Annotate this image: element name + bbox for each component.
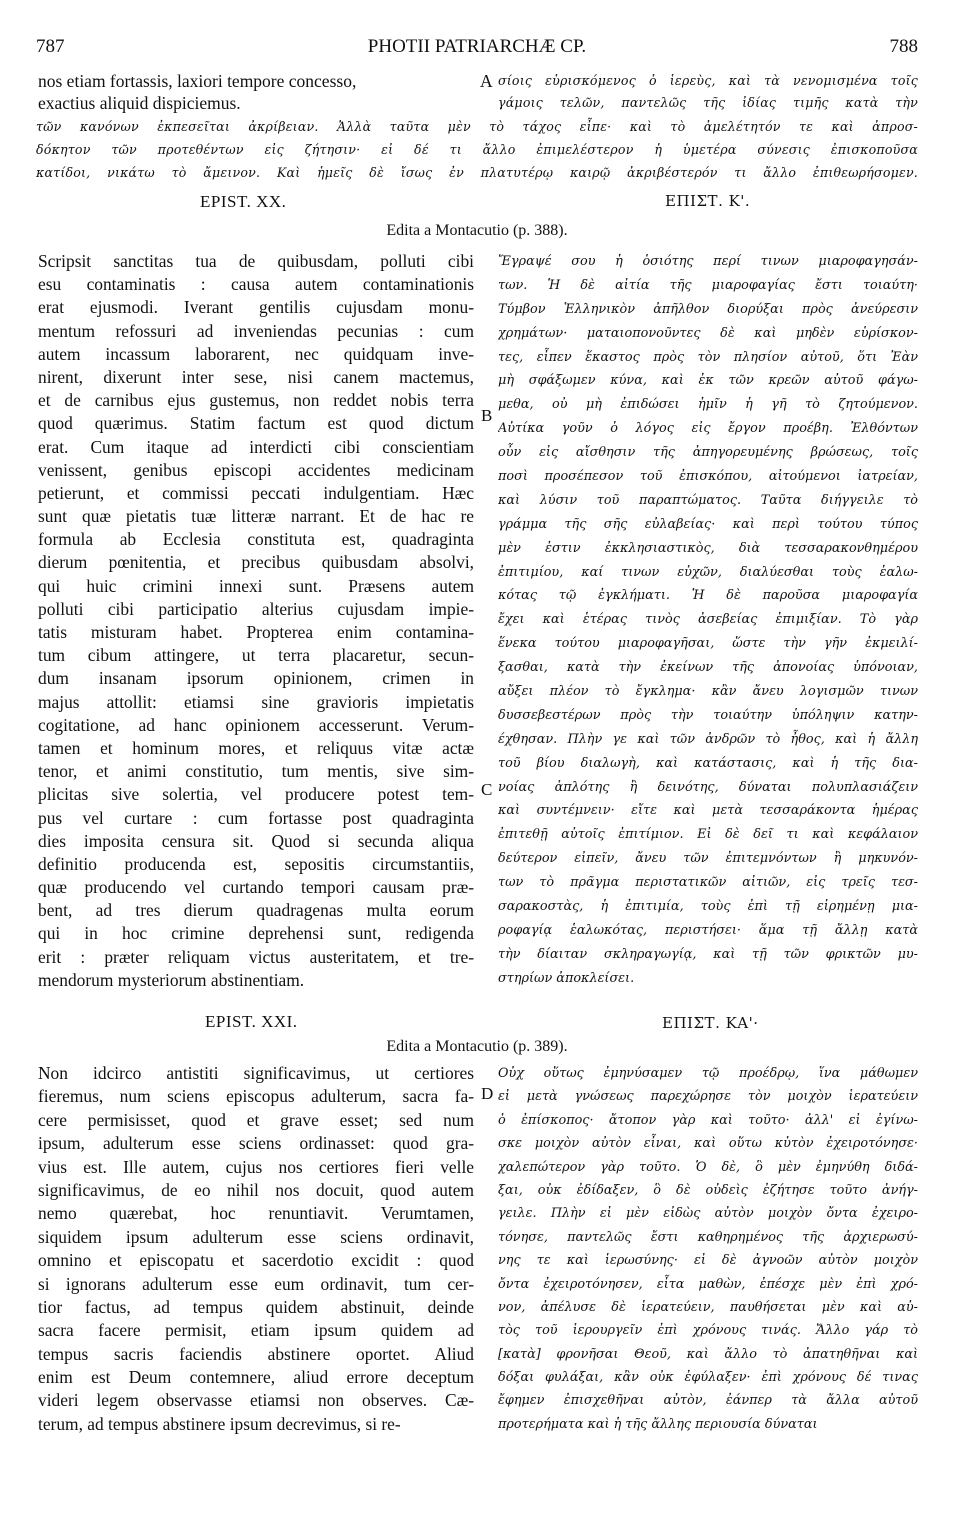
latin-text-line: qui huic crimini innexi sunt. Præsens autem [38, 575, 474, 596]
latin-text-line: dierum pœnitentia, et precibus quibusdam absolvi, [38, 552, 474, 573]
latin-text-line: definitio producenda est, sepositis circumstantiis, [38, 853, 474, 874]
latin-text-line: venissent, genibus episcopi accidentes medicinam [38, 459, 474, 480]
greek-text-line: οὖν εἰς αἴσθησιν τῆς ἀπηγορευμένης βρώσεως, τοῖς [498, 445, 918, 461]
latin-text-line: bent, ad tres dierum quadragenas multa eorum [38, 900, 474, 921]
greek-text-line: τὴν δίαιταν σκληραγωγίᾳ, καὶ τῇ τῶν φρικτῶν μυ- [498, 946, 918, 962]
latin-text-line: qui in hoc crimine deprehensi sunt, redigenda [38, 923, 474, 944]
epist21-latin-column [38, 1062, 474, 1436]
greek-text-line: ξαι, οὐκ ἐδίδαξεν, ὃ δὲ οὐδεὶς ἐζήτησε τοῦτο ἀνήγ- [498, 1182, 918, 1198]
latin-text-line: si ignorans adulterum esse eum ordinavit, tum cer- [38, 1273, 474, 1294]
greek-text-line: νης τε καὶ ἱερωσύνης· εἰ δὲ ἀγνοῶν αὐτὸν μοιχὸν [498, 1253, 918, 1269]
greek-text-line: τες, εἶπεν ἕκαστος πρὸς τὸν πλησίον αὐτοῦ, ὅτι Ἐὰν [498, 349, 918, 365]
latin-text-line: pus vel curtare : cum fortasse post quadraginta [38, 807, 474, 828]
epist21-title-greek: ΕΠΙΣΤ. ΚΑ'· [662, 1014, 759, 1032]
greek-text-line: μὲν ἐστιν ἐκκλησιαστικὸς, διὰ τεσσαρακονθημέρου [498, 540, 918, 556]
greek-text-line: ὄντα ἐχειροτόνησεν, εἶτα μαθὼν, ἐπέσχε μὲν ἐπὶ χρό- [498, 1276, 918, 1292]
latin-text-line: nemo quærebat, hoc renuntiavit. Verumtamen, [38, 1203, 474, 1224]
greek-text-line: ὁ ἐπίσκοπος· ἄτοπον γὰρ καὶ τοῦτο· ἀλλ' εἰ ἐγίνω- [498, 1112, 918, 1128]
epist21-edition-note: Edita a Montacutio (p. 389). [386, 1038, 568, 1055]
latin-text-line: ipsum, adulterum esse sciens ordinasset: quod gra- [38, 1133, 474, 1154]
greek-text-line: τὸς τοῦ ἱερουργεῖν ἐπὶ χρόνους τινάς. Ἄλλο γάρ τὸ [498, 1323, 918, 1339]
greek-text-line: των τὸ πρᾶγμα περιστατικῶν αἰτιῶν, εἰς τρεῖς τεσ- [498, 875, 918, 891]
greek-text-line: ἐπιτιμίου, καί τινων εὐχῶν, διαλύεσθαι τοὺς ἑαλω- [498, 564, 918, 580]
latin-text-line: enim est Deum contemnere, aliud errore deceptum [38, 1367, 474, 1388]
epist20-latin-column [38, 250, 474, 992]
greek-text-line: στηρίων ἀποκλείσει. [498, 970, 635, 986]
greek-text-line: τόνησε, παντελῶς ἔστι καθηρημένος τῆς ἀρχιερωσύ- [498, 1229, 918, 1245]
greek-text-line: Αὐτίκα γοῦν ὁ λόγος εἰς ἔργον προέβη. Ἐλθόντων [498, 421, 918, 437]
greek-text-line: αὔξει πλέον τὸ ἔγκλημα· κἂν ἄνευ λογισμῶν τινων [498, 684, 918, 700]
running-title: PHOTII PATRIARCHÆ CP. [367, 36, 587, 57]
latin-text-line: tatis misturam habet. Propterea enim contamina- [38, 622, 474, 642]
greek-text-line: δεύτερον εἰπεῖν, ἄνευ τῶν ἐπιτεμνόντων ἢ μηκυνόν- [498, 851, 918, 867]
latin-text-line: cere permisisset, quod et grave esset; sed num [38, 1109, 474, 1130]
greek-text-line: κότας τῷ ἐγκλήματι. Ἡ δὲ παροῦσα μιαροφαγία [498, 588, 918, 604]
latin-text-line: tenor, et animi constitutio, tum mentis, sive sim- [38, 761, 474, 782]
epist20-edition-note: Edita a Montacutio (p. 388). [386, 222, 568, 239]
latin-text-line: dies imposita censura sit. Quod si secunda aliqua [38, 830, 474, 851]
epist21-greek-column [498, 1062, 918, 1436]
greek-text-line: μεθα, οὐ μὴ ἐπιδώσει ἡμῖν ἡ γῆ τὸ ζητούμενον. [498, 397, 918, 413]
margin-marker-c: C [481, 780, 493, 799]
greek-text-line: μὴ σφάξωμεν κύνα, καὶ ἐκ τῶν κρεῶν αὐτοῦ φάγω- [498, 373, 918, 389]
margin-marker-d: D [481, 1084, 494, 1103]
latin-text-line: terum, ad tempus abstinere ipsum decrevimus, si re- [38, 1413, 401, 1434]
latin-text-line: tempus sacris faciendis abstinere oportet. Aliud [38, 1343, 474, 1364]
margin-marker-b: B [481, 406, 493, 425]
latin-text-line: autem incassum laborarent, nec quidquam inve- [38, 343, 474, 364]
greek-text-line: Ἔγραψέ σου ἡ ὁσιότης περί τινων μιαροφαγησάν- [498, 254, 918, 269]
greek-text-line: νον, ἀπέλυσε δὲ ἱερατεύειν, παυθήσεται μὲν καὶ αὐ- [498, 1299, 918, 1315]
latin-text-line: majus attollit: etiamsi sine gravioris impietatis [38, 691, 474, 712]
greek-text-line: των. Ἡ δὲ αἰτία τῆς μιαροφαγίας ἔστι τοιαύτη· [498, 277, 918, 293]
greek-text-line: ἔφημεν ἐπισχεθῆναι αὐτὸν, ἐάνπερ τὰ ἄλλα αὐτοῦ [498, 1393, 918, 1409]
greek-text-line: ἔχει καὶ ἑτέρας τινὸς ἀσεβείας ἐπιμιξίαν. Τὸ γὰρ [498, 612, 918, 628]
page-number-left: 787 [36, 36, 65, 57]
latin-text-line: mentum refossuri ad inveniendas pecunias : cum [38, 320, 474, 341]
epist20-title-latin: EPIST. XX. [200, 192, 287, 211]
latin-text-line: mendorum mysteriorum abstinentiam. [38, 969, 305, 990]
greek-text-line: ἐπιτεθῇ αὐτοῖς ἐπιτίμιον. Εἰ δὲ δεῖ τι καὶ κεφάλαιον [498, 827, 918, 843]
greek-text-line: δυσσεβεστέρων πρὸς τὴν τοιαύτην ὑπόληψιν κατην- [498, 707, 918, 723]
greek-text-line: σαρακοστὰς, ἡ ἐπιτιμία, τοὺς ἐπὶ τῇ εἰρημένῃ μια- [498, 899, 918, 915]
greek-text-line: ποσὶ προσέπεσον τοῦ ἐπισκόπου, αἰτούμενοι ἰατρείαν, [498, 469, 918, 485]
latin-text-line: tior factus, ad tempus quidem abstinuit, deinde [38, 1296, 474, 1317]
epist20-greek-column [498, 250, 918, 991]
latin-text-line: quod quærimus. Statim factum est quod dictum [38, 413, 474, 434]
greek-text-line: προτερήματα καὶ ἡ τῆς ἄλλης περιουσία δύναται [498, 1416, 818, 1432]
latin-text-line: et de carnibus ejus gustemus, non reddet nobis terra [38, 390, 474, 411]
latin-text-line: nirent, dixerunt inter sese, nisi canem mactemus, [38, 366, 474, 387]
greek-text-line: Τύμβον Ἑλληνικὸν ἀπῆλθον διορύξαι πρὸς ἀνεύρεσιν [498, 301, 918, 317]
latin-text-line: erat. Cum itaque ad interdicti cibi conscientiam [38, 436, 474, 457]
latin-text-line: sunt quæ pietatis tuæ litteræ narrant. Et de hac re [38, 506, 474, 527]
greek-text-line: έχθησαν. Πλὴν γε καὶ τῶν ἀνδρῶν τὸ ἦθος, καὶ ἡ ἄλλη [498, 731, 918, 747]
greek-text-line: ἕνεκα τούτου μιαροφαγῆσαι, ὥστε τὴν γῆν ἐκμειλί- [498, 636, 918, 652]
greek-text-line: ροφαγίᾳ ἑαλωκότας, περιστήσει· ἅμα τῇ ἄλλῃ κατὰ [498, 922, 918, 938]
latin-text-line: tum cibum attingere, ut terra placaretur, secun- [38, 645, 474, 666]
running-header [36, 36, 918, 62]
latin-text-line: cogitatione, ad hanc opinionem accesserunt. Verum- [38, 714, 474, 735]
latin-text-line: significavimus, de eo nihil nos docuit, quod autem [38, 1179, 474, 1200]
latin-text-line: quæ producendo vel curtando tempori causam præ- [38, 877, 474, 898]
latin-text-line: fieremus, num sciens episcopus adulterum, sacra fa- [38, 1086, 474, 1107]
latin-text-line: esu contaminatis : causa autem contaminationis [38, 274, 474, 295]
latin-text-line: vius est. Ille autem, cujus nos certiores fieri velle [38, 1156, 474, 1177]
greek-text-line: σκε μοιχὸν αὐτὸν εἶναι, καὶ οὕτω κὐτὸν ἐχειροτόνησε· [498, 1136, 918, 1152]
latin-text-line: siquidem ipsum adulterum esse sciens ordinavit, [38, 1226, 474, 1247]
greek-text-line: καὶ συντέμνειν· εἴτε καὶ μετὰ τεσσαράκοντα ἡμέρας [498, 803, 918, 819]
latin-text-line: dum insanam ipsorum opinionem, crimen in [38, 668, 474, 689]
latin-text-line: sacra facere permisit, etiam ipsum quidem ad [38, 1320, 474, 1341]
latin-text-line: videri legem observasse etiamsi non observes. Cæ- [38, 1390, 474, 1411]
greek-text-line: χρημάτων· ματαιοπονοῦντες δὲ καὶ μηδὲν εὑρίσκον- [498, 325, 918, 341]
greek-text-line: τοῦ βίου διαλωγὴ, καὶ κατάστασις, καὶ ἡ τῆς δια- [498, 755, 918, 771]
greek-text-line: εἰ μετὰ γνώσεως παρεχώρησε τὸν μοιχὸν ἱερατεύειν [498, 1089, 918, 1105]
greek-text-line: Οὐχ οὕτως ἐμηνύσαμεν τῷ προέδρῳ, ἵνα μάθωμεν [498, 1066, 918, 1081]
latin-text-line: petierunt, et commissi peccati indulgentiam. Hæc [38, 482, 474, 503]
greek-text-line: γράμμα τῆς σῆς εὐλαβείας· καὶ περὶ τούτου τύπος [498, 516, 918, 532]
greek-text-line: [κατὰ] φρονῆσαι Θεοῦ, καὶ ἄλλο τὸ ἀπατηθῆναι καὶ [498, 1346, 918, 1362]
greek-text-line: καὶ λύσιν τοῦ παραπτώματος. Ταῦτα διήγγειλε τὸ [498, 492, 918, 508]
latin-text-line: erat ejusmodi. Iverant gentilis cujusdam monu- [38, 297, 474, 318]
top-line-4: δόκητον τῶν προτεθέντων εἰς ζήτησιν· εἰ δέ τι ἄλλο ἐπιμελέστερον ἡ ὑμετέρα σύνεσις ἐπισκοποῦσα [36, 142, 918, 157]
greek-text-line: ξασθαι, κατὰ τὴν ἐκείνων τῆς ἀπονοίας ὑπόνοιαν, [498, 660, 918, 676]
greek-text-line: δόξαι φυλάξαι, κἂν οὐκ ἐφύλαξεν· ἐπὶ χρόνους δέ τινας [498, 1370, 918, 1386]
top-line-5: κατίδοι, νικάτω τὸ ἄμεινον. Καὶ ἡμεῖς δὲ ἴσως ἐν πλατυτέρῳ καιρῷ ἀκριβέστερόν τι ἄλλο ἐπιθεωρήσομεν. [36, 165, 918, 180]
top-line-2: exactius aliquid dispiciemus. γάμοις τελῶν, παντελῶς τῆς ἰδίας τιμῆς κατὰ τὴν [38, 93, 918, 113]
greek-text-line: χαλεπώτερον γὰρ τοῦτο. Ὁ δὲ, ὃ μὲν ἐμηνύθη διδά- [498, 1159, 918, 1175]
epist20-title-greek: ΕΠΙΣΤ. Κ'. [665, 192, 751, 210]
latin-text-line: Scripsit sanctitas tua de quibusdam, polluti cibi [38, 251, 474, 271]
latin-text-line: omnino et episcopatu et sacerdotio excidit : quod [38, 1250, 474, 1271]
latin-text-line: tamen et hominum mores, et reliquus vitæ actæ [38, 737, 474, 758]
latin-text-line: Non idcirco antistiti significavimus, ut certiores [38, 1063, 474, 1083]
latin-text-line: plicitas sive solertia, vel producere potest tem- [38, 784, 474, 805]
margin-marker: A [480, 71, 493, 91]
greek-text-line: νοίας ἁπλότης ἢ δεινότης, δύναται πολυπλασιάζειν [498, 779, 918, 795]
top-line-3: τῶν κανόνων ἐκπεσεῖται ἀκρίβειαν. Ἀλλὰ ταῦτα μὲν τὸ τάχος εἶπε· καὶ τὸ ἀμελέτητόν τε καὶ ἀπροσ- [36, 119, 918, 134]
latin-text-line: formula ab Ecclesia constituta est, quadraginta [38, 529, 474, 550]
latin-text-line: polluti cibi participatio alterius cujusdam impie- [38, 598, 474, 619]
page-number-right: 788 [889, 36, 918, 57]
top-line-1: nos etiam fortassis, laxiori tempore concesso, A σίοις εὑρισκόμενος ὁ ἱερεὺς, καὶ τὰ νενομισμένα τοῖς [38, 71, 918, 91]
latin-text-line: erit : præter reliquam victus austeritatem, et tre- [38, 946, 474, 967]
greek-text-line: γειλε. Πλὴν εἰ μὲν εἰδὼς αὐτὸν μοιχὸν ὄντα ἐχειρο- [498, 1206, 918, 1222]
epist21-title-latin: EPIST. XXI. [205, 1012, 298, 1031]
